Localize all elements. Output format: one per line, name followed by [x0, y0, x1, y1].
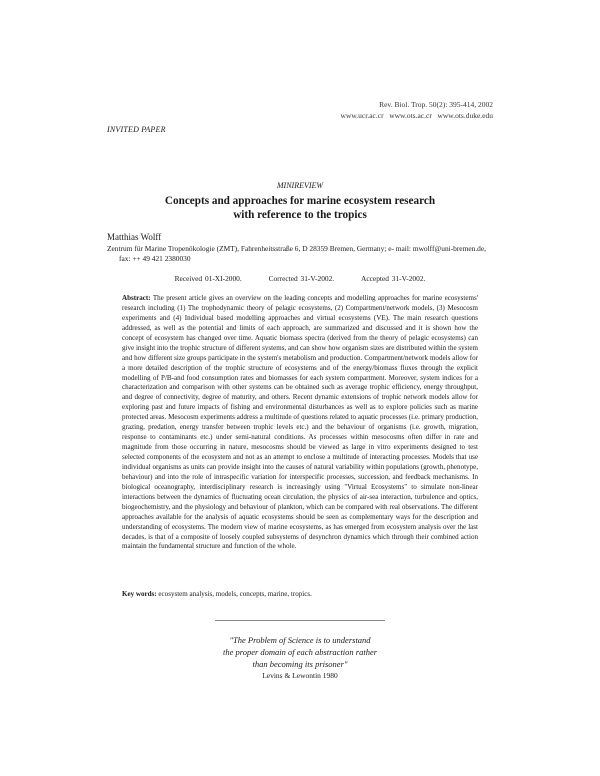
date-accepted: Accepted 31-V-2002. [361, 274, 426, 283]
journal-websites: www.ucr.ac.cr www.ots.ac.cr www.ots.duke.edu [340, 111, 493, 120]
divider [215, 620, 385, 621]
date-corrected: Corrected 31-V-2002. [268, 274, 335, 283]
keywords [122, 590, 478, 598]
section-label: INVITED PAPER [107, 125, 166, 134]
title-line-1: Concepts and approaches for marine ecosystem research [164, 195, 436, 207]
author-name: Matthias Wolff [107, 232, 162, 242]
epigraph-line-1: "The Problem of Science is to understand [229, 635, 371, 645]
abstract-text: The present article gives an overview on the leading concepts and modelling approaches for marine ecosystems' research including (1) The trophodynamic theory of pelagic ecosystems, (2) Compartment/network models, (3) Mesocosm experiments and (4) Individual based modelling approaches and virtual ecosystems (VE). The main research questions addressed, as well as the potential and limits of each approach, are summarized and discussed and it is shown how the concept of ecosystem has changed over time. Aquatic biomass spectra (derived from the theory of pelagic ecosystems) can give insight into the trophic structure of different systems, and can show how organism sizes are distributed within the system and how different size groups participate in the system's metabolism and production. Compartment/network models allow for a more detailed description of the trophic structure of ecosystems and of the energy/biomass fluxes through the explicit modelling of P/B-and food consumption rates and biomasses for each system compartment. Moreover, system indices for a characterization and comparison with other systems can be obtained such as average trophic efficiency, energy throughput, and degree of connectivity, degree of maturity, and others. Recent dynamic extensions of trophic network models allow for exploring past and future impacts of fishing and environmental disturbances as well as to explore policies such as marine protected areas. Mesocosm experiments address a multitude of questions related to aquatic processes (i.e. primary production, grazing, predation, energy transfer between trophic levels etc.) and the behaviour of organisms (i.e. growth, migration, response to contaminants etc.) under semi-natural conditions. As processes within mesocosms often differ in rate and magnitude from those occurring in nature, mesocosms should be viewed as large in vitro experiments designed to test selected components of the ecosystem and not as an attempt to enclose a multitude of interacting processes. Models that use individual organisms as units can provide insight into the causes of natural variability within populations (growth, phenotype, behaviour) and into the role of intraspecific variation for interspecific processes, succession, and feedback mechanisms. In biological oceanography, interdisciplinary research is increasingly using "Virtual Ecosystems" to simulate non-linear interactions between the dynamics of fluctuating ocean circulation, the physics of air-sea interaction, turbulence and optics, biogeochemistry, and the physiology and behaviour of plankton, which can be compared with real observations. The different approaches available for the analysis of aquatic ecosystems should be seen as complementary ways for the description and understanding of ecosystems. The modern view of marine ecosystems, as has emerged from ecosystem analysis over the last decades, is that of a composite of loosely coupled subsystems of desynchron dynamics which through their combined action maintain the fundamental structure and function of the whole. [122, 294, 478, 551]
abstract [122, 294, 478, 552]
manuscript-dates [0, 274, 600, 283]
epigraph-line-3: than becoming its prisoner" [252, 659, 348, 669]
author-affiliation [107, 244, 497, 264]
abstract-label: Abstract: [122, 294, 151, 302]
keywords-text: ecosystem analysis, models, concepts, marine, tropics. [158, 590, 312, 598]
journal-header [341, 99, 493, 121]
epigraph-source: Levins & Lewontin 1980 [262, 671, 338, 680]
affiliation-fax: fax: ++ 49 421 2380030 [119, 254, 191, 263]
affiliation-address: Zentrum für Marine Tropenökologie (ZMT), Fahrenheitsstraße 6, D 28359 Bremen, Germany; e- mail: mwolff@uni-bremen.de, [107, 244, 486, 253]
article-title [120, 194, 480, 222]
epigraph-line-2: the proper domain of each abstraction rather [222, 647, 378, 657]
date-received: Received 01-XI-2000. [174, 274, 242, 283]
title-line-2: with reference to the tropics [233, 209, 367, 221]
epigraph [150, 634, 450, 670]
journal-citation: Rev. Biol. Trop. 50(2): 395-414, 2002 [379, 100, 493, 109]
keywords-label: Key words: [122, 590, 157, 598]
article-type: MINIREVIEW [276, 181, 324, 190]
